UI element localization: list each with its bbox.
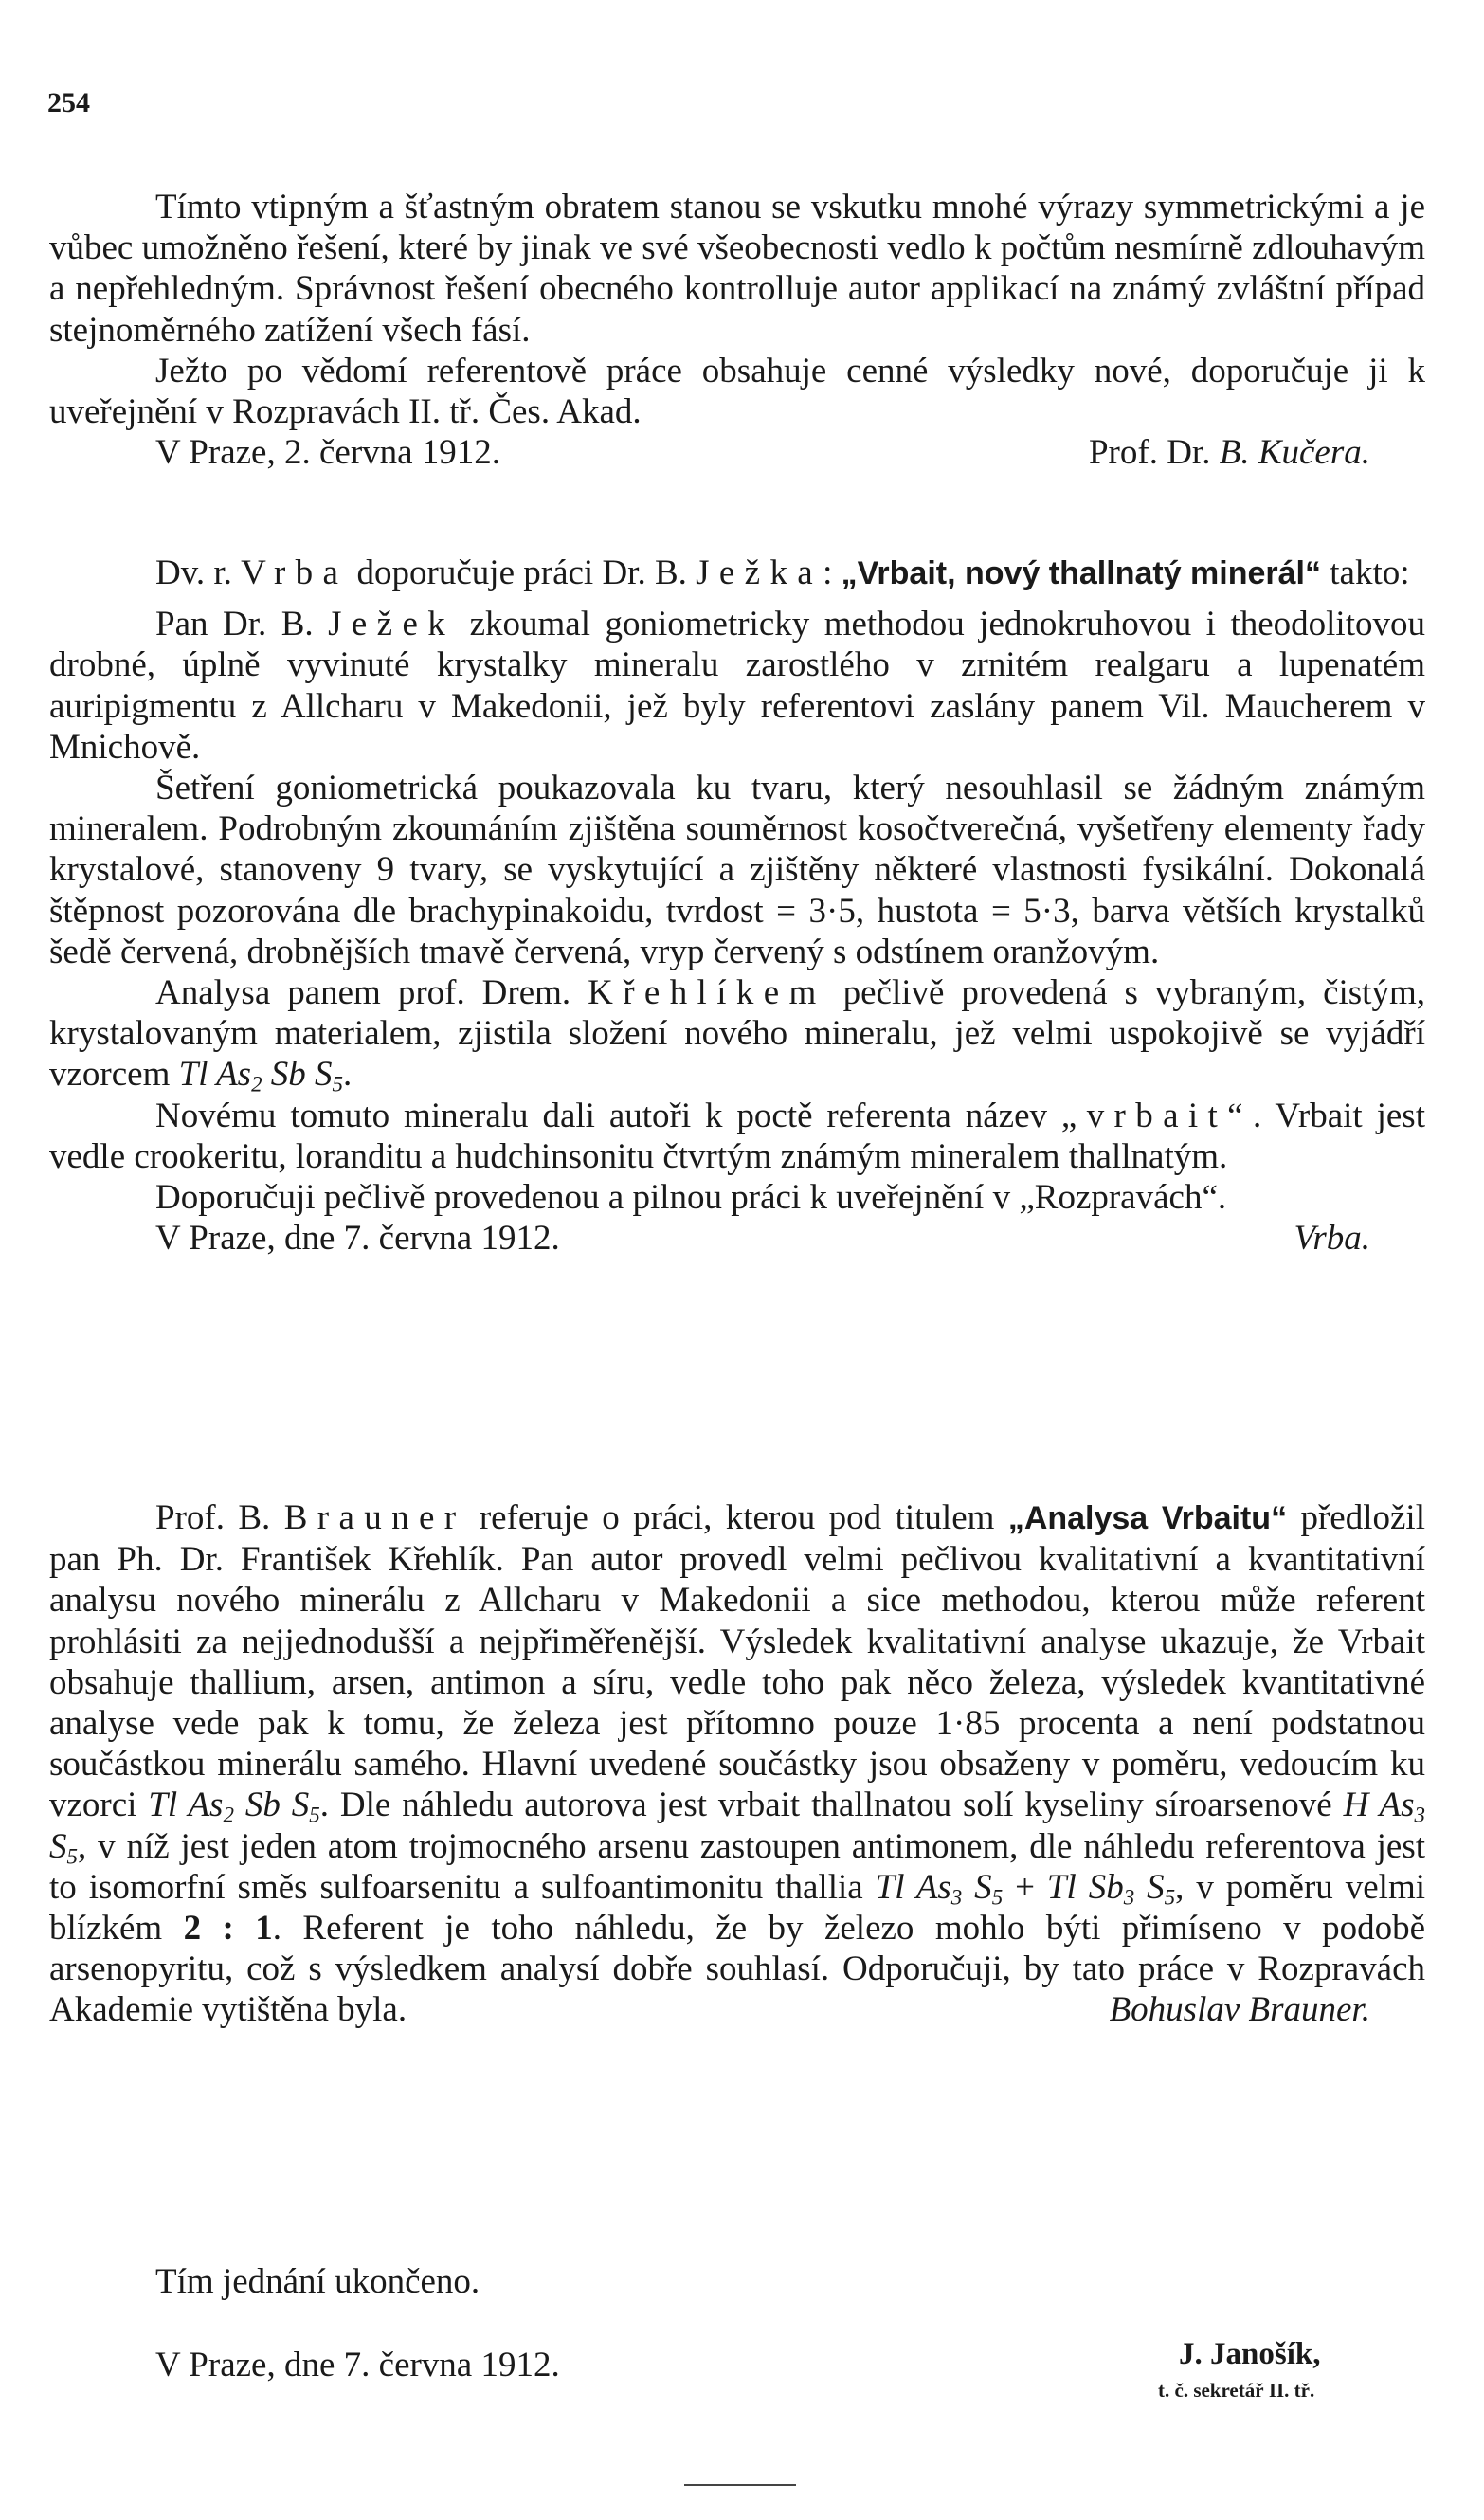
paragraph: Prof. B. Brauner referuje o práci, kterou pod titulem „Analysa Vrbaitu“ předložil pan Ph. Dr. František Křehlík. Pan autor provedl velmi pečlivou kvalitativní a kvantitativní analysu nového minerálu z Allcharu v Makedonii a sice methodou, kterou může referent prohlásiti za nejjednodušší a nejpřiměřenější. Výsledek kvalitativní analyse ukazuje, že Vrbait obsahuje thallium, arsen, antimon a síru, vedle toho pak něco železa, výsledek kvantitativné analyse vede pak k tomu, že železa jest přítomno pouze 1·85 procenta a není podstatnou součástkou minerálu samého. Hlavní uvedené součástky jsou obsaženy v poměru, vedoucím ku vzorci Tl $As_2$ Sb $S_5$. Dle náhledu autorova jest vrbait thallnatou solí kyseliny síroarsenové H $As_3$ $S_5$, v níž jest jeden atom trojmocného arsenu zastoupen antimonem, dle náhledu referentova jest to isomorfní směs sulfoarsenitu a sulfoantimonitu thallia Tl $As_3$ $S_5 + Tl$ $Sb_3$ $S_5$, v poměru velmi blízkém 2 : 1. Referent je toho náhledu, že by železo mohlo býti přimíseno v podobě arsenopyritu, což s výsledkem analysí dobře souhlasí. Odporučuji, by tato práce v Rozpravách Akademie vytištěna byla. Bohuslav Brauner. (49, 1498, 1426, 2030)
paragraph-intro: Dv. r. Vrba doporučuje práci Dr. B. Ježka: „Vrbait, nový thallnatý minerál“ takto: (155, 553, 1410, 592)
date: V Praze, dne 7. června 1912. (155, 1219, 560, 1259)
paragraph: Novému tomuto mineralu dali autoři k poctě referenta název „vrbait“. Vrbait jest vedle crookeritu, loranditu a hudchinsonitu čtvrtým známým mineralem thallnatým. (49, 1096, 1425, 1176)
spacer (49, 594, 1425, 604)
page-number: 254 (47, 87, 90, 118)
paragraph: Doporučuji pečlivě provedenou a pilnou práci k uveřejnění v „Rozpravách“. (155, 1178, 1227, 1218)
closing-line: Tím jednání ukončeno. (155, 2262, 480, 2301)
paragraph: Tímto vtipným a šťastným obratem stanou se vskutku mnohé výrazy symmetrickými a je vůbec umožněno řešení, které by jinak ve své všeobecnosti vedlo k počtům nesmírně zdlouhavým a nepřehledným. Správnost řešení obecného kontrolluje autor applikací na známý zvláštní případ stejnoměrného zatížení všech fásí. (49, 188, 1425, 350)
signature: Prof. Dr. B. Kučera. (1088, 433, 1370, 473)
secretary-role: t. č. sekretář II. tř. (1158, 2379, 1315, 2402)
paragraph: Pan Dr. B. Ježek zkoumal goniometricky methodou jednokruhovou i theodolitovou drobné, úplně vyvinuté krystalky mineralu zarostlého v zrnitém realgaru a lupenatém auripigmentu z Allcharu v Makedonii, jež byly referentovi zaslány panem Vil. Maucherem v Mnichově. (49, 605, 1425, 767)
date-signature-line (49, 432, 1425, 473)
paragraph: Analysa panem prof. Drem. Křehlíkem pečlivě provedená s vybraným, čistým, krystalovaným materialem, zjistila složení nového mineralu, jež velmi uspokojivě se vyjádří vzorcem Tl $As_2$ Sb $S_5$. (49, 973, 1425, 1097)
date: V Praze, 2. června 1912. (155, 433, 501, 473)
date-signature-line (49, 1218, 1425, 1259)
paragraph: Ježto po vědomí referentově práce obsahuje cenné výsledky nové, doporučuje ji k uveřejnění v Rozpravách II. tř. Čes. Akad. (49, 351, 1425, 432)
report-brauner (49, 1497, 1425, 2031)
signature: Vrba. (1294, 1219, 1370, 1259)
end-rule (684, 2484, 796, 2486)
signature: Bohuslav Brauner. (1109, 1990, 1370, 2030)
report-vrba (49, 553, 1425, 1259)
secretary-name: J. Janošík, (1179, 2337, 1321, 2371)
report-kucera (49, 187, 1425, 473)
final-date: V Praze, dne 7. června 1912. (155, 2346, 560, 2384)
paragraph: Šetření goniometrická poukazovala ku tvaru, který nesouhlasil se žádným známým mineralem. Podrobným zkoumáním zjištěna souměrnost kosočtverečná, vyšetřeny elementy řady krystalové, stanoveny 9 tvary, se vyskytující a zjištěny některé vlastnosti fysikální. Dokonalá štěpnost pozorována dle brachypinakoidu, tvrdost = 3·5, hustota = 5·3, barva větších krystalků šedě červená, drobnějších tmavě červená, vryp červený s odstínem oranžovým. (49, 769, 1425, 971)
